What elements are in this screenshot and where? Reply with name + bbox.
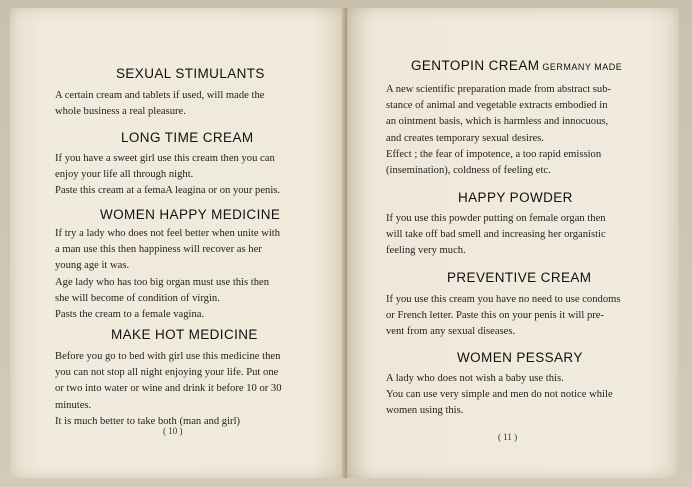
text-line: enjoy your life all through night.	[55, 169, 194, 181]
text-line: A new scientific preparation made from abstract sub-	[386, 84, 612, 95]
text-line: If you use this powder putting on female organ then	[386, 213, 606, 224]
text-line: will take off bad smell and increasing her organistic	[386, 229, 606, 241]
section-title-women-pessary: WOMEN PESSARY	[457, 350, 583, 365]
text-line: or French letter. Paste this on your penis it will pre-	[386, 310, 605, 322]
text-line: you can not stop all night enjoying your life. Put one	[55, 367, 279, 379]
text-line: If you have a sweet girl use this cream then you can	[55, 153, 275, 164]
text-line: and creates temporary sexual desires.	[386, 132, 544, 144]
page-number: ( 10 )	[163, 426, 183, 436]
right-page	[347, 8, 679, 478]
section-body-sexual-stimulants	[55, 88, 307, 120]
text-line: minutes.	[55, 399, 92, 411]
text-line: or two into water or wine and drink it before 10 or 30	[55, 383, 282, 395]
text-line: (insemination), coldness of feeling etc.	[386, 165, 551, 177]
text-line: an ointment basis, which is harmless and innocuous,	[386, 116, 609, 128]
text-line: A certain cream and tablets if used, will made the	[55, 90, 265, 101]
section-title-women-happy-medicine: WOMEN HAPPY MEDICINE	[100, 207, 281, 222]
page-number: ( 11 )	[498, 432, 518, 442]
text-line: Pasts the cream to a female vagina.	[55, 309, 205, 321]
section-title-make-hot-medicine: MAKE HOT MEDICINE	[111, 327, 258, 342]
text-line: If you use this cream you have no need to use condoms	[386, 294, 621, 305]
text-line: If try a lady who does not feel better when unite with	[55, 228, 281, 239]
section-title-long-time-cream: LONG TIME CREAM	[121, 130, 254, 145]
text-line: she will become of condition of virgin.	[55, 292, 220, 304]
section-title-sexual-stimulants: SEXUAL STIMULANTS	[116, 66, 265, 81]
text-line: whole business a real pleasure.	[55, 106, 186, 118]
section-body-women-pessary	[386, 371, 640, 420]
text-line: young age it was.	[55, 260, 130, 272]
section-body-women-happy-medicine	[55, 226, 307, 323]
section-body-happy-powder	[386, 211, 640, 260]
text-line: Before you go to bed with girl use this medicine then	[55, 351, 281, 362]
section-body-long-time-cream	[55, 151, 307, 200]
left-page	[10, 8, 346, 478]
section-body-gentopin-cream	[386, 82, 640, 179]
text-line: Effect ; the fear of impotence, a too rapid emission	[386, 148, 602, 160]
text-line: Age lady who has too big organ must use this then	[55, 276, 270, 288]
section-title-happy-powder: HAPPY POWDER	[458, 190, 573, 205]
text-line: Paste this cream at a femaA leagina or on your penis.	[55, 185, 281, 197]
section-body-preventive-cream	[386, 292, 640, 341]
text-line: It is much better to take both (man and girl)	[55, 415, 241, 427]
section-title-gentopin-cream	[411, 58, 622, 73]
text-line: You can use very simple and men do not notice while	[386, 389, 613, 401]
section-title-text: GENTOPIN CREAM	[411, 58, 540, 73]
text-line: A lady who does not wish a baby use this.	[386, 373, 564, 384]
text-line: feeling very much.	[386, 245, 466, 257]
text-line: women using this.	[386, 405, 464, 417]
section-title-preventive-cream: PREVENTIVE CREAM	[447, 270, 592, 285]
text-line: a man use this then happiness will recover as her	[55, 244, 262, 256]
text-line: vent from any sexual diseases.	[386, 326, 516, 338]
text-line: stance of animal and vegetable extracts embodied in	[386, 100, 608, 112]
section-body-make-hot-medicine	[55, 349, 307, 430]
section-subtitle: GERMANY MADE	[542, 62, 623, 72]
